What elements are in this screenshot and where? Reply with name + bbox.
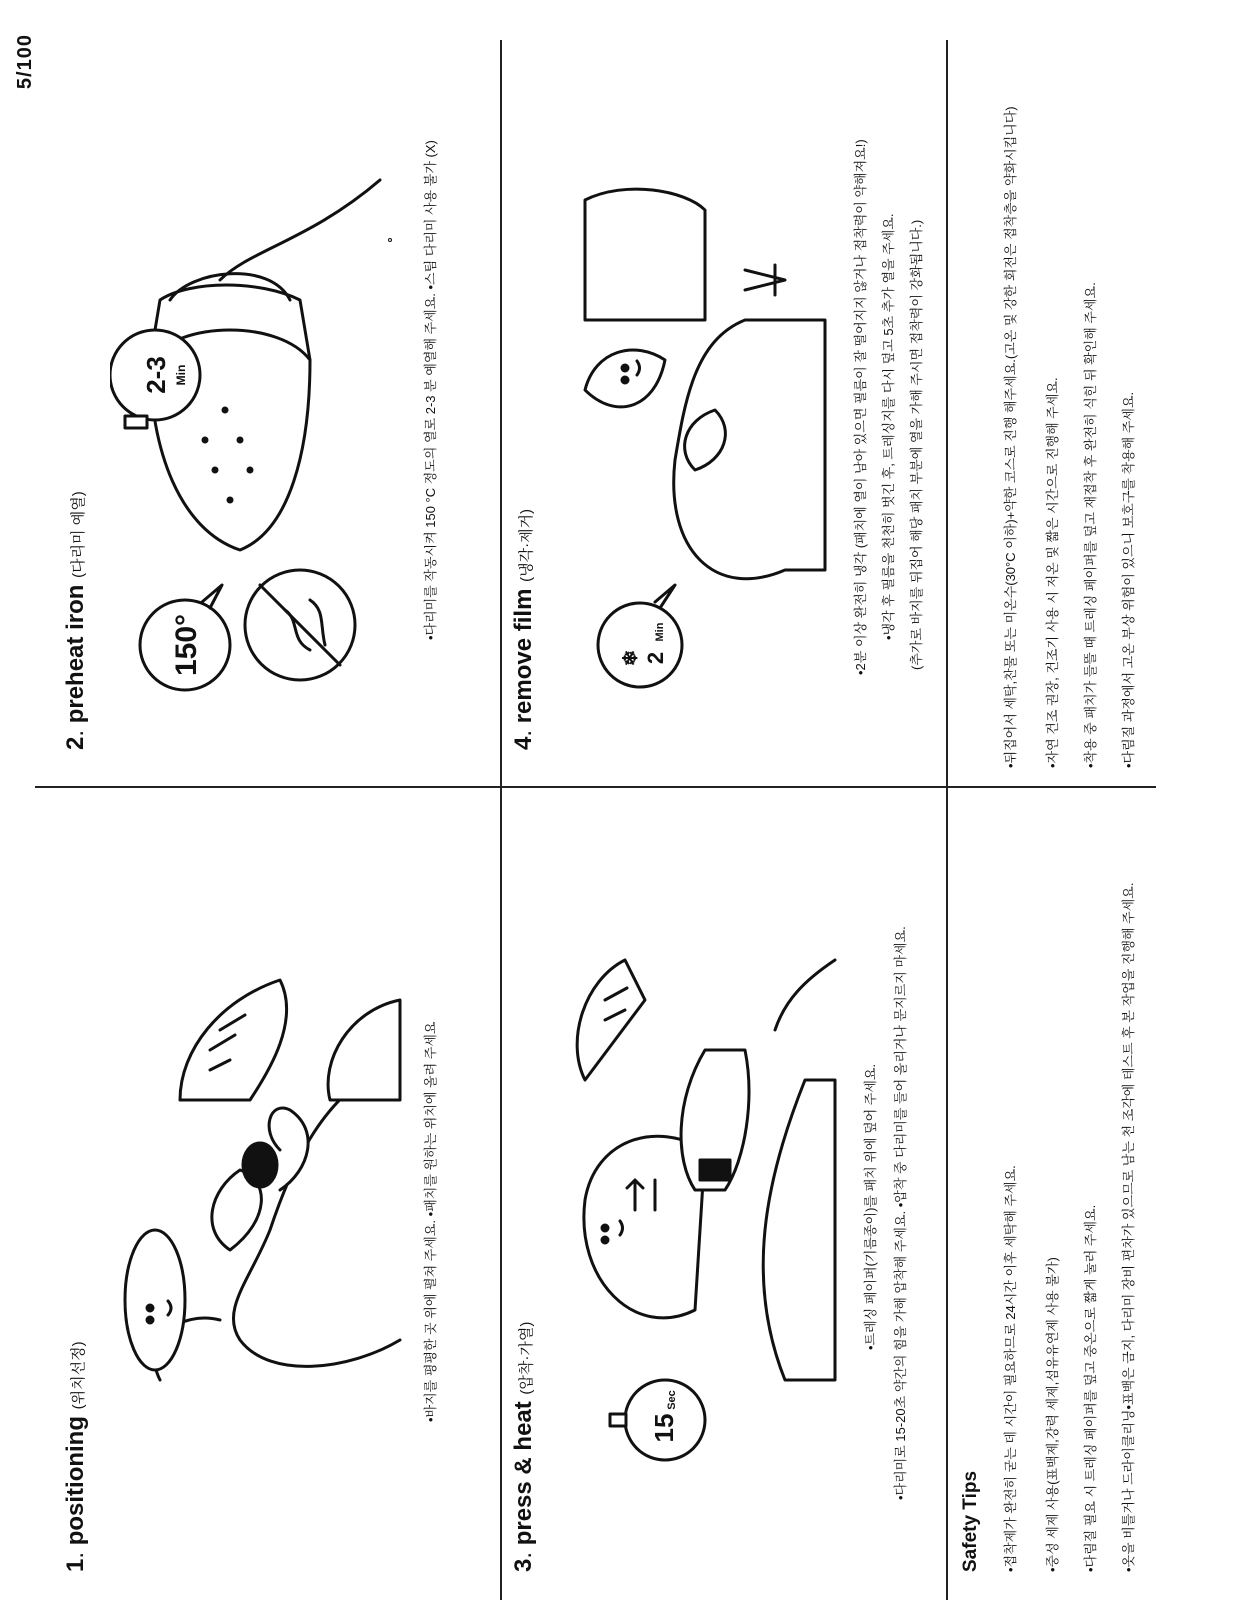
temperature-label: 150°	[170, 613, 203, 677]
character-head	[125, 1230, 185, 1370]
panel-3-note-1: •트레싱 페이퍼(기름종이)를 패치 위에 덮어 주세요.	[863, 1063, 878, 1350]
panel-3-title: 3. press & heat (압착·가열)	[510, 1321, 537, 1572]
panel-4-name: remove film	[510, 588, 537, 724]
panel-4-note-3: (추가로 바지를 뒤집어 해당 패치 부분에 열을 가해 주시면 접착력이 강화됩니다.)	[909, 219, 924, 670]
panel-4-number: 4	[510, 736, 537, 750]
panel-2-number: 2	[62, 736, 89, 750]
cooling-timer-label: 2	[643, 651, 668, 665]
panel-4-subtitle: (냉각·제거)	[518, 508, 535, 582]
safety-tip-left-1: •접착제가 완전히 굳는 데 시간이 필요하므로 24시간 이후 세탁해 주세요.	[1003, 1165, 1018, 1572]
panel-4-note-2: •냉각 후 필름을 천천히 벗긴 후, 트레싱지를 다시 덮고 5초 추가 열을 주세요.	[881, 213, 896, 640]
panel-2-note: •다리미를 작동시켜 150 °C 정도의 열로 2-3 분 예열해 주세요. •스팀 다리미 사용 불가 (X)	[423, 140, 438, 640]
cooling-bubble	[598, 603, 682, 687]
divider-horizontal-top	[500, 40, 502, 1600]
panel-3-name: press & heat	[510, 1401, 537, 1546]
positioning-illustration	[120, 970, 410, 1400]
safety-tip-right-1: •뒤집어서 세탁,찬물 또는 미온수(30°C 이하)+약한 코스로 진행 해주세요.(고온 및 강한 회전은 접착층을 약화시킵니다)	[1003, 106, 1018, 768]
panel-1-name: positioning	[62, 1415, 89, 1546]
press-timer-label: 15	[649, 1413, 679, 1443]
safety-tip-right-2: •자연 건조 권장, 건조기 사용 시 저온 및 짧은 시간으로 진행해 주세요.	[1045, 377, 1060, 768]
divider-horizontal-bottom	[946, 40, 948, 1600]
panel-3-number: 3	[510, 1558, 537, 1572]
panel-4-title: 4. remove film (냉각·제거)	[510, 508, 537, 750]
divider-vertical-bottom	[946, 787, 1156, 789]
cooling-timer-unit: Min	[654, 622, 666, 642]
panel-1-note: •바지를 평평한 곳 위에 펼쳐 주세요. •패치를 원하는 위치에 올려 주세요	[423, 1021, 438, 1422]
preheat-timer-label: 2-3	[141, 356, 171, 394]
panel-1-number: 1	[62, 1558, 89, 1572]
panel-3-note-2: •다리미로 15-20초 약간의 힘을 가해 압착해 주세요. •압착 중 다리미를 들어 올리거나 문지르지 마세요.	[893, 926, 908, 1500]
safety-tip-right-3: •착용 중 패치가 들뜰 때 트레싱 페이퍼를 덮고 재접착 후 완전히 식힌 뒤 확인해 주세요.	[1083, 282, 1098, 768]
safety-tips-title: Safety Tips	[960, 1470, 981, 1572]
divider-vertical-top	[35, 787, 500, 789]
patch-icon	[243, 1143, 277, 1187]
remove-film-illustration	[545, 160, 845, 720]
snowflake-icon: ❄	[620, 649, 642, 667]
press-illustration	[545, 920, 845, 1480]
panel-2-subtitle: (다리미 예열)	[70, 491, 87, 578]
preheat-illustration	[110, 160, 420, 720]
safety-tip-left-4: •옷을 비틀거나 드라이클리닝•표백은 금지, 다리미 장비 편차가 있으므로 남는 천 조각에 테스트 후 본 작업을 진행해 주세요.	[1121, 882, 1136, 1572]
brand-logo: 5/100	[14, 34, 36, 90]
safety-tip-left-2: •중성 세제 사용(표백제,강력 세제,섬유유연제 사용 불가)	[1045, 1257, 1060, 1572]
panel-1-title: 1. positioning (위치선정)	[62, 1341, 89, 1572]
iron-icon	[150, 285, 310, 550]
film-sheet	[585, 189, 705, 320]
safety-tip-left-3: •다림질 필요 시 트레싱 페이퍼를 덮고 중온으로 짧게 눌러 주세요.	[1083, 1204, 1098, 1572]
panel-3-subtitle: (압착·가열)	[518, 1321, 535, 1395]
divider-vertical-middle	[500, 787, 946, 789]
panel-1-subtitle: (위치선정)	[70, 1341, 87, 1410]
preheat-timer-unit: Min	[174, 364, 188, 386]
press-timer-unit: Sec	[666, 1390, 678, 1410]
panel-2-name: preheat iron	[62, 584, 89, 724]
safety-tip-right-4: •다림질 과정에서 고온 부상 위험이 있으니 보호구를 착용해 주세요.	[1121, 391, 1136, 768]
panel-4-note-1: •2분 이상 완전히 냉각 (패치에 열이 남아 있으면 필름이 잘 떨어지지 않거나 접착력이 약해져요!)	[853, 139, 868, 675]
panel-2-title: 2. preheat iron (다리미 예열)	[62, 491, 89, 750]
